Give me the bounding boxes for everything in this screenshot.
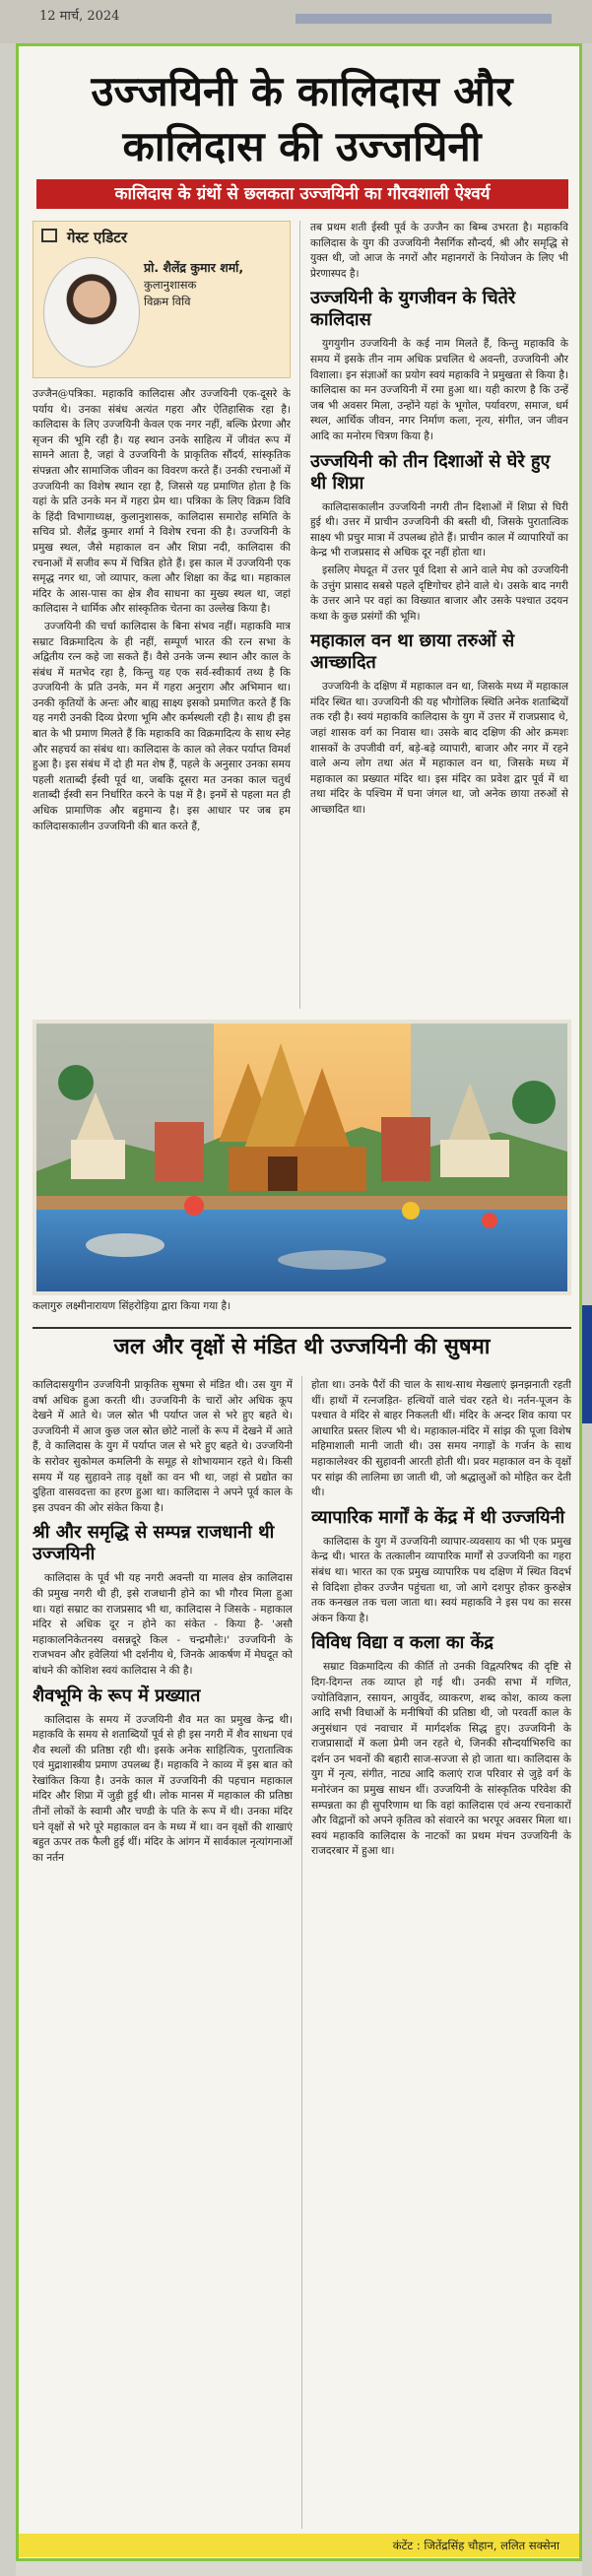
subheading: उज्जयिनी के युगजीवन के चितेरे कालिदास — [310, 288, 516, 331]
top-ad-strip — [296, 14, 552, 24]
subheading: उज्जयिनी को तीन दिशाओं से घेरे हुए थी शिप्रा — [310, 450, 551, 494]
column-divider — [299, 221, 300, 1009]
section-heading: जल और वृक्षों से मंडित थी उज्जयिनी की सुषमा — [33, 1327, 571, 1362]
author-photo — [43, 257, 140, 367]
body-paragraph: कालिदास के युग में उज्जयिनी व्यापार-व्यवसाय का भी एक प्रमुख केन्द्र थी। भारत के तत्कालीन व्यापारिक मार्गों से उज्जयिनी का गहरा संबंध था। भारत का एक प्रमुख व्यापारिक पथ दक्षिण में स्थित विदर्भ से विदिशा होकर उज्जैन पहुंचता था, जो आगे दशपुर होकर कुरुक्षेत्र तक कनखल तक चला जाता था। स्वयं महाकवि ने इस पथ का सरस अंकन किया है। — [311, 1535, 571, 1624]
body-paragraph: कालिदास के पूर्व भी यह नगरी अवन्ती या मालव क्षेत्र कालिदास की प्रमुख नगरी थी ही, इसे राजधानी होने का भी गौरव मिला हुआ था। यहां सम्राट का राजप्रसाद भी था, कालिदास ने जिसके - महाकाल मंदिर से अधिक दूर न होने का संकेत - किया है- 'असौ महाकालनिकेतनस्य वसन्नदूरे किल - चन्द्रमौलेः।' उज्जयिनी के राजभवन और हवेलियां भी दर्शनीय थे, जिनके आकर्षण में मेघदूत को बांधने की कोशिश स्वयं कालिदास ने की है। — [33, 1572, 293, 1677]
body-paragraph: कालिदासयुगीन उज्जयिनी प्राकृतिक सुषमा से मंडित थी। उस युग में वर्षा अधिक हुआ करती थी। उज्जयिनी के चारों ओर अधिक कूप देखने में आते थे। जल स्रोत भी पर्याप्त जल से भरे हुए बहते थे। उज्जयिनी में आज कुछ जल स्रोत छोटे नालों के रूप में देखने में आते हैं, वे कालिदास के युग में पर्याप्त जल से भरे हुए बहते थे। उज्जयिनी के सरोवर सुकोमल कमलिनी के समूह से शोभायमान रहते थे। किसी समय में यह सुहावने ताड़ वृक्षों का वन भी था, जहां से प्रद्योत का दुहिता वासवदत्ता का हरण हुआ था। कालिदास ने अपने पूर्व काल के इस उपवन की ओर संकेत किया है। — [33, 1379, 293, 1514]
guest-editor-title: गेस्ट एडिटर — [67, 229, 127, 246]
section-left-column — [33, 1378, 293, 2529]
body-paragraph: कालिदास के समय में उज्जयिनी शैव मत का प्रमुख केन्द्र थी। महाकवि के समय से शताब्दियों पूर्व से ही इस नगरी में शैव साधना एवं शैव स्थलों की प्रतिष्ठा रही थी। इसके अनेक साहित्यिक, पुरातात्विक एवं मुद्राशास्त्रीय प्रमाण उपलब्ध हैं। महाकवि ने काव्य में इस बात को रेखांकित किया है। उनके काल में उज्जयिनी की पहचान महाकाल मंदिर और शिप्रा में जुड़ी हुई थी। लोक मानस में महाकाल की प्रतिष्ठा तीनों लोकों के स्वामी और चण्डी के पति के रूप में थी। उनका मंदिर घने वृक्षों से भरे पूरे महाकाल वन के मध्य में था। वन वृक्षों की शाखाएं बहुत ऊपर तक फैली हुई थीं। मंदिर के आंगन में सार्वकाल नृत्यांगनाओं का नर्तन — [33, 1713, 293, 1864]
left-column — [33, 387, 291, 1014]
article-page — [16, 43, 582, 2561]
body-paragraph: युगयुगीन उज्जयिनी के कई नाम मिलते हैं, किन्तु महाकवि के समय में इसके तीन नाम अधिक प्रचलित थे अवन्ती, उज्जयिनी और विशाला। इन संज्ञाओं का प्रयोग स्वयं महाकवि ने प्रमुखता से किया है। कालिदास का मन उज्जयिनी में रमा हुआ था। यही कारण है कि उन्हें जब भी अवसर मिला, उन्होंने यहां के भूगोल, पर्यावरण, समाज, धर्म स्थल, आर्थिक जीवन, नगर निर्माण कला, नृत्य, संगीत, जन जीवन आदि का मनोरम चित्रण किया है। — [310, 338, 568, 442]
subheading: व्यापारिक मार्गों के केंद्र में थी उज्जयिनी — [311, 1506, 565, 1528]
guest-role: कुलानुशासक — [144, 278, 197, 292]
top-margin — [0, 0, 592, 43]
subheading: महाकाल वन था छाया तरुओं से आच्छादित — [310, 630, 515, 674]
guest-name: प्रो. शैलेंद्र कुमार शर्मा, — [144, 260, 244, 275]
headline-line-2: कालिदास की उज्जयिनी — [122, 122, 482, 170]
column-divider — [301, 1376, 302, 2529]
image-caption: कलागुरु लक्ष्मीनारायण सिंहरोड़िया द्वारा किया गया है। — [33, 1300, 231, 1312]
body-paragraph: सम्राट विक्रमादित्य की कीर्ति तो उनकी विद्वत्परिषद की दृष्टि से दिग-दिगन्त तक व्याप्त हो गई थी। उनकी सभा में गणित, ज्योतिविज्ञान, रसायन, आयुर्वेद, व्याकरण, शब्द कोश, काव्य कला आदि सभी विधाओं के मनीषियों की प्रतिष्ठा थी, जो परवर्ती काल के अनुसंधान एवं नवाचार में मार्गदर्शक सिद्ध हुए। उज्जयिनी के राजप्रासादों में कला प्रेमी जन रहते थे, जिनकी सौन्दर्याभिरुचि का दर्शन उन भवनों की बहारी साज-सज्जा से हो जाता था। कालिदास के युग में नृत्य, संगीत, नाट्य आदि कलाएं राज परिवार से जुड़े वर्ग के मनोरंजन का प्रमुख साधन थीं। उज्जयिनी के सांस्कृतिक परिवेश की सम्पन्नता का ही सुपरिणाम था कि वहां कालिदास एवं अन्य रचनाकारों और विद्वानों को अपने कृतित्व को संवारने का भरपूर अवसर मिला था। स्वयं महाकवि कालिदास के नाटकों का प्रथम मंचन उज्जयिनी के राजदरबार में हुआ था। — [311, 1661, 571, 1858]
body-paragraph: उज्जयिनी की चर्चा कालिदास के बिना संभव नहीं। महाकवि मात्र सम्राट विक्रमादित्य के ही नहीं, सम्पूर्ण भारत की रत्न सभा के अद्वितीय रत्न कहे जा सकते हैं। वैसे उनके जन्म स्थान और काल के संबंध में मतभेद रहा है, किन्तु यह एक सर्व-स्वीकार्य तथ्य है कि उज्जयिनी के प्रति उनके, मन में गहरा अनुराग और अभिमान था। उनकी कृतियों के अन्तः और बाह्य साक्ष्य इसको प्रमाणित करते हैं कि यह नगरी उनकी दिव्य प्रेरणा भूमि और कर्मस्थली रही है। साथ ही इस बात के भी प्रमाण मिलते हैं कि महाकवि का विक्रमादित्य के साथ स्नेह और सहचर्य का संबंध था। कालिदास के काल को लेकर पर्याप्त विमर्श हुआ है। इस संबंध में दो ही मत शेष हैं, पहले के अनुसार उनका समय पहली शताब्दी ईस्वी पूर्व था, जबकि दूसरा मत उनका काल चतुर्थ शताब्दी ईस्वी सन निर्धारित करने के पक्ष में है। इनमें से पहला मत ही अधिक प्रामाणिक और बहुमान्य है। इस आधार पर जब हम कालिदासकालीन उज्जयिनी की बात करते हैं, — [33, 620, 291, 832]
issue-date: 12 मार्च, 2024 — [39, 9, 120, 24]
guest-editor-box — [33, 221, 291, 378]
right-column — [310, 221, 568, 1014]
headline-line-1: उज्जयिनी के कालिदास और — [91, 67, 513, 115]
subheading: विविध विद्या व कला का केंद्र — [311, 1632, 493, 1654]
subheading: शैवभूमि के रूप में प्रख्यात — [33, 1684, 201, 1706]
kicker-banner: कालिदास के ग्रंथों से छलकता उज्जयिनी का गौरवशाली ऐश्वर्य — [36, 179, 568, 209]
guest-editor-credit — [144, 259, 284, 310]
section-right-column — [311, 1378, 571, 2529]
content-credit: कंटेंट : जितेंद्रसिंह चौहान, ललित सक्सेना — [19, 2534, 579, 2557]
body-paragraph: कालिदासकालीन उज्जयिनी नगरी तीन दिशाओं में शिप्रा से घिरी हुई थी। उत्तर में प्राचीन उज्जयिनी की बस्ती थी, जिसके पुरातात्विक साक्ष्य भी प्रचुर मात्रा में उपलब्ध होते हैं। प्राचीन काल में व्यापारियों का केन्द्र भी राजप्रसाद से अधिक दूर नहीं होता था। — [310, 500, 568, 560]
body-paragraph: उज्जयिनी के दक्षिण में महाकाल वन था, जिसके मध्य में महाकाल मंदिर स्थित था। उज्जयिनी की यह भौगोलिक स्थिति अनेक शताब्दियों तक रही है। स्वयं महाकवि कालिदास के युग में उत्तर में राजप्रसाद थे, जहां शासक वर्ग का निवास था। उसके बाद दक्षिण की ओर क्रमशः शासकों के उपजीवी वर्ग, बड़े-बड़े व्यापारी, बाजार और नगर में रहने वाले अन्य लोग तथा अंत में महाकाल वन था, जिसके मध्य में महाकाल का प्रख्यात मंदिर था। इस मंदिर का प्रवेश द्वार पूर्व में था तथा मंदिर के पश्चिम में घना जंगल था, जो अनेक छाया तरुओं से आच्छादित था। — [310, 681, 568, 817]
body-paragraph: होता था। उनके पैरों की चाल के साथ-साथ मेखलाएं झनझनाती रहती थीं। हाथों में रत्नजड़ित- हत्थियों वाले चंवर रहते थे। नर्तन-पूजन के पश्चात वे मंदिर से बाहर निकलती थीं। मंदिर के अन्दर शिव काया पर आधारित प्रस्तर शिल्प भी थे। महाकाल-मंदिर में सांझ की पूजा विशेष महिमाशाली मानी जाती थी। उस समय नगाड़ों के गर्जन के साथ महाकालेश्वर की सुहावनी आरती होती थी। प्रवर महाकाल वन के वृक्षों पर सांझ की लालिमा छा जाती थी, जो श्रद्धालुओं को मोहित कर देती थी। — [311, 1379, 571, 1499]
body-paragraph: तब प्रथम शती ईस्वी पूर्व के उज्जैन का बिम्ब उभरता है। महाकवि कालिदास के युग की उज्जयिनी नैसर्गिक सौन्दर्य, श्री और समृद्धि से युक्त थी, जो आज के नगरों और महानगरों के नियोजन के लिए भी प्रेरणास्पद है। — [310, 222, 568, 280]
body-paragraph: उज्जैन@पत्रिका. महाकवि कालिदास और उज्जयिनी एक-दूसरे के पर्याय थे। उनका संबंध अत्यंत गहरा और ऐतिहासिक रहा है। कालिदास के लिए उज्जयिनी केवल एक नगर नहीं, बल्कि प्रेरणा और सृजन की भूमि रही है। यह स्थान उनके साहित्य में जीवंत रूप में सामने आता है, जहां वे उज्जयिनी के प्राकृतिक सौंदर्य, सांस्कृतिक संपन्नता और सामाजिक जीवन का विवरण करते हैं। उनकी रचनाओं में उज्जयिनी का विशेष स्थान रहा है, जिससे यह प्रमाणित होता है कि यहां के प्रति उनके मन में गहरा प्रेम था। पत्रिका के लिए विक्रम विवि के हिंदी विभागाध्यक्ष, कुलानुशासक, कालिदास समारोह समिति के सचिव प्रो. शैलेंद्र कुमार शर्मा ने विशेष रचना की है। उज्जयिनी के प्रमुख स्थल, जैसे महाकाल वन और शिप्रा नदी, कालिदास की रचनाओं में सजीव रूप में चित्रित होते हैं। इस काल में उज्जयिनी एक समृद्ध नगर था, जो व्यापार, कला और शिक्षा का केंद्र था। महाकाल मंदिर के आस-पास का क्षेत्र शैव साधना का मुख्य स्थल था, जहां कालिदास ने धार्मिक और सांस्कृतिक चेतना का उल्लेख किया है। — [33, 388, 291, 616]
painting-of-ujjain — [33, 1020, 571, 1295]
subheading: श्री और समृद्धि से सम्पन्न राजधानी थी उज्जयिनी — [33, 1522, 275, 1565]
guest-org: विक्रम विवि — [144, 295, 191, 308]
painting-illustration — [36, 1024, 567, 1291]
left-margin — [0, 43, 16, 2576]
headline — [38, 64, 565, 174]
body-paragraph: इसलिए मेघदूत में उत्तर पूर्व दिशा से आने वाले मेघ को उज्जयिनी के उत्तुंग प्रासाद सबसे पहले दृष्टिगोचर होने वाले थे। उसके बाद नगरी के उत्तर आने पर वहां का विख्यात बाजार और उसके पश्चात उदयन कथा के कुछ प्रसंगों की भूमि। — [310, 563, 568, 623]
